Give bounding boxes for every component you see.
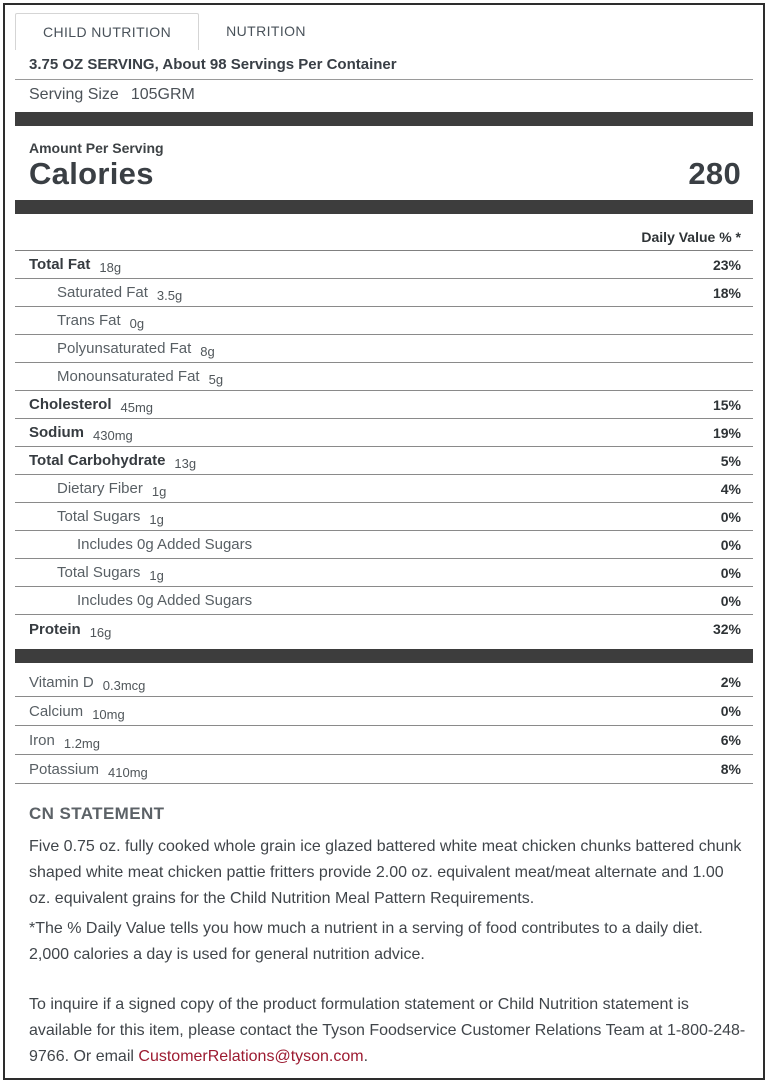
nutrient-label: Saturated Fat (57, 284, 148, 301)
nutrient-amount: 18g (99, 260, 122, 275)
nutrient-amount: 45mg (120, 400, 154, 415)
tab-child-nutrition[interactable]: CHILD NUTRITION (15, 13, 199, 50)
cn-statement-paragraph: Five 0.75 oz. fully cooked whole grain ice glazed battered white meat chicken chunks battered chunk shaped white meat chicken pattie fritters provide 2.00 oz. equivalent meat/meat alternate and 1.00 oz. equivalent grains for the Child Nutrition Meal Pattern Requirements. (29, 838, 742, 907)
nutrient-label: Total Sugars (57, 564, 141, 581)
cn-statement-section (15, 784, 753, 1070)
cn-statement-heading: CN STATEMENT (29, 804, 165, 823)
nutrient-row (15, 726, 753, 755)
nutrient-amount: 8g (200, 344, 215, 359)
nutrient-row (15, 615, 753, 643)
amount-per-serving-heading: Amount Per Serving (29, 140, 164, 156)
nutrient-daily-value: 4% (720, 480, 741, 497)
nutrient-amount: 410mg (108, 764, 148, 780)
nutrient-amount: 1g (151, 484, 167, 499)
nutrient-label: Potassium (29, 760, 100, 778)
customer-relations-email-link[interactable]: CustomerRelations@tyson.com (138, 1048, 364, 1065)
calories-label: Calories (29, 156, 154, 191)
nutrient-daily-value: 0% (720, 536, 741, 553)
divider-bar-thick (15, 112, 753, 126)
nutrient-row (15, 559, 753, 587)
nutrient-row (15, 363, 753, 391)
nutrient-label: Polyunsaturated Fat (57, 340, 192, 357)
nutrient-label: Sodium (29, 424, 84, 441)
inquire-text: To inquire if a signed copy of the product formulation statement or Child Nutrition statement is available for this item, please contact the Tyson Foodservice Customer Relations Team at 1-800-248-9766. Or email (29, 996, 746, 1065)
nutrient-label: Includes 0g Added Sugars (77, 536, 253, 553)
divider-bar-thick (15, 649, 753, 663)
inquire-paragraph (29, 992, 747, 1070)
nutrient-daily-value: 23% (712, 256, 741, 273)
serving-statement: 3.75 OZ SERVING, About 98 Servings Per Container (15, 50, 753, 80)
nutrient-amount: 5g (208, 372, 224, 387)
nutrient-row (15, 531, 753, 559)
daily-value-footnote: *The % Daily Value tells you how much a nutrient in a serving of food contributes to a daily diet. 2,000 calories a day is used for general nutrition advice. (29, 920, 703, 963)
nutrient-daily-value: 6% (720, 732, 741, 748)
nutrient-row (15, 307, 753, 335)
nutrient-row (15, 279, 753, 307)
serving-size-value: 105GRM (130, 86, 195, 103)
nutrient-row (15, 447, 753, 475)
nutrient-daily-value: 0% (720, 703, 741, 719)
nutrient-daily-value: 15% (712, 396, 741, 413)
nutrient-daily-value: 2% (720, 674, 741, 690)
nutrient-row (15, 391, 753, 419)
nutrient-row (15, 755, 753, 784)
nutrient-amount: 16g (89, 624, 112, 640)
nutrient-label: Monounsaturated Fat (57, 368, 200, 385)
nutrient-row (15, 335, 753, 363)
nutrient-label: Iron (29, 731, 55, 749)
nutrient-daily-value: 0% (720, 508, 741, 525)
nutrient-daily-value: 19% (712, 424, 741, 441)
nutrient-amount: 430mg (93, 428, 133, 443)
divider-bar-thick (15, 200, 753, 214)
nutrient-row (15, 503, 753, 531)
vitamin-table (15, 668, 753, 784)
nutrient-table (15, 251, 753, 643)
nutrient-daily-value: 0% (720, 564, 741, 581)
nutrient-amount: 0g (129, 316, 145, 331)
nutrient-amount: 1g (149, 512, 164, 527)
inquire-text-suffix: . (363, 1048, 369, 1065)
nutrient-row (15, 668, 753, 697)
nutrient-label: Total Sugars (57, 508, 141, 525)
nutrient-amount: 10mg (92, 706, 125, 722)
nutrient-label: Includes 0g Added Sugars (77, 592, 253, 609)
nutrient-label: Total Fat (29, 256, 91, 273)
nutrient-row (15, 419, 753, 447)
nutrient-daily-value: 32% (712, 621, 741, 637)
nutrient-amount: 1g (149, 568, 164, 583)
nutrient-label: Trans Fat (57, 312, 121, 329)
nutrient-label: Protein (29, 620, 81, 638)
nutrient-label: Vitamin D (29, 673, 94, 691)
nutrient-daily-value: 18% (712, 284, 741, 301)
nutrient-daily-value: 8% (720, 761, 741, 777)
nutrient-row (15, 587, 753, 615)
nutrient-daily-value: 0% (720, 592, 741, 609)
nutrient-label: Total Carbohydrate (29, 452, 166, 469)
nutrient-row (15, 697, 753, 726)
nutrient-amount: 3.5g (156, 288, 183, 303)
nutrient-label: Calcium (29, 702, 84, 720)
nutrient-label: Cholesterol (29, 396, 112, 413)
nutrient-row (15, 475, 753, 503)
tab-bar (15, 13, 753, 50)
calories-value: 280 (688, 156, 741, 191)
nutrient-amount: 0.3mcg (102, 677, 146, 693)
daily-value-header: Daily Value % * (15, 214, 753, 251)
nutrient-amount: 1.2mg (63, 735, 100, 751)
nutrient-row (15, 251, 753, 279)
nutrition-facts-panel (3, 3, 765, 1080)
tab-nutrition[interactable]: NUTRITION (226, 23, 306, 39)
nutrient-label: Dietary Fiber (57, 480, 143, 497)
serving-size-row (15, 80, 753, 112)
nutrient-amount: 13g (174, 456, 197, 471)
nutrient-daily-value: 5% (720, 452, 741, 469)
calories-row (15, 156, 753, 192)
serving-size-label: Serving Size (29, 86, 119, 103)
